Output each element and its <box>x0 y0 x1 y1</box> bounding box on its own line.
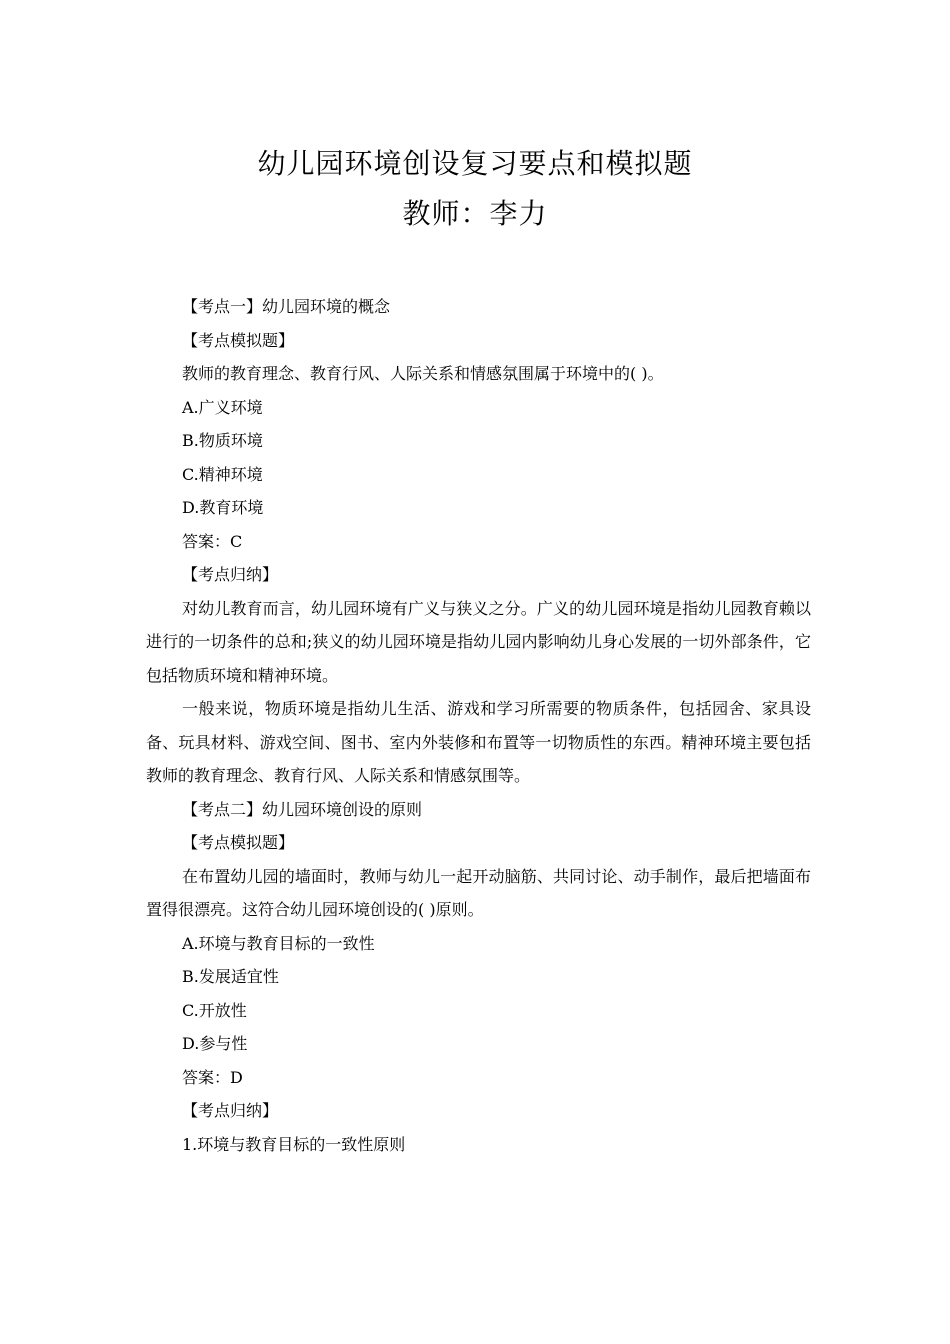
summary-label: 【考点归纳】 <box>182 565 279 584</box>
section-heading: 【考点二】幼儿园环境创设的原则 <box>182 799 423 819</box>
quiz-question: 教师的教育理念、教育行风、人际关系和情感氛围属于环境中的( )。 <box>182 364 664 383</box>
answer-option: B.发展适宜性 <box>182 967 279 986</box>
answer-text: 答案：C <box>182 531 243 551</box>
teacher-name: 教师：李力 <box>402 197 548 230</box>
quiz-question: 在布置幼儿园的墙面时，教师与幼儿一起开动脑筋、共同讨论、动手制作，最后把墙面布置得很漂亮。这符合幼儿园环境创设的( )原则。 <box>146 866 811 919</box>
answer-option: A.广义环境 <box>182 397 263 417</box>
answer-option: A.环境与教育目标的一致性 <box>182 933 375 953</box>
quiz-label: 【考点模拟题】 <box>182 330 295 350</box>
quiz-label: 【考点模拟题】 <box>182 833 295 852</box>
summary-item: 1.环境与教育目标的一致性原则 <box>182 1134 406 1154</box>
document-title: 幼儿园环境创设复习要点和模拟题 <box>257 147 693 180</box>
summary-paragraph: 对幼儿教育而言，幼儿园环境有广义与狭义之分。广义的幼儿园环境是指幼儿园教育赖以进行的一切条件的总和;狭义的幼儿园环境是指幼儿园内影响幼儿身心发展的一切外部条件，它包括物质环境和精神环境。 <box>146 598 811 685</box>
answer-option: C.开放性 <box>182 1000 247 1020</box>
section-heading: 【考点一】幼儿园环境的概念 <box>182 297 391 316</box>
summary-paragraph: 一般来说，物质环境是指幼儿生活、游戏和学习所需要的物质条件，包括园舍、家具设备、玩具材料、游戏空间、图书、室内外装修和布置等一切物质性的东西。精神环境主要包括教师的教育理念、教育行风、人际关系和情感氛围等。 <box>146 699 811 785</box>
summary-label: 【考点归纳】 <box>182 1101 279 1120</box>
document-body <box>146 290 811 1161</box>
answer-option: D.参与性 <box>182 1034 248 1053</box>
answer-option: B.物质环境 <box>182 431 263 450</box>
answer-text: 答案：D <box>182 1067 243 1087</box>
answer-option: C.精神环境 <box>182 464 263 484</box>
answer-option: D.教育环境 <box>182 498 264 517</box>
